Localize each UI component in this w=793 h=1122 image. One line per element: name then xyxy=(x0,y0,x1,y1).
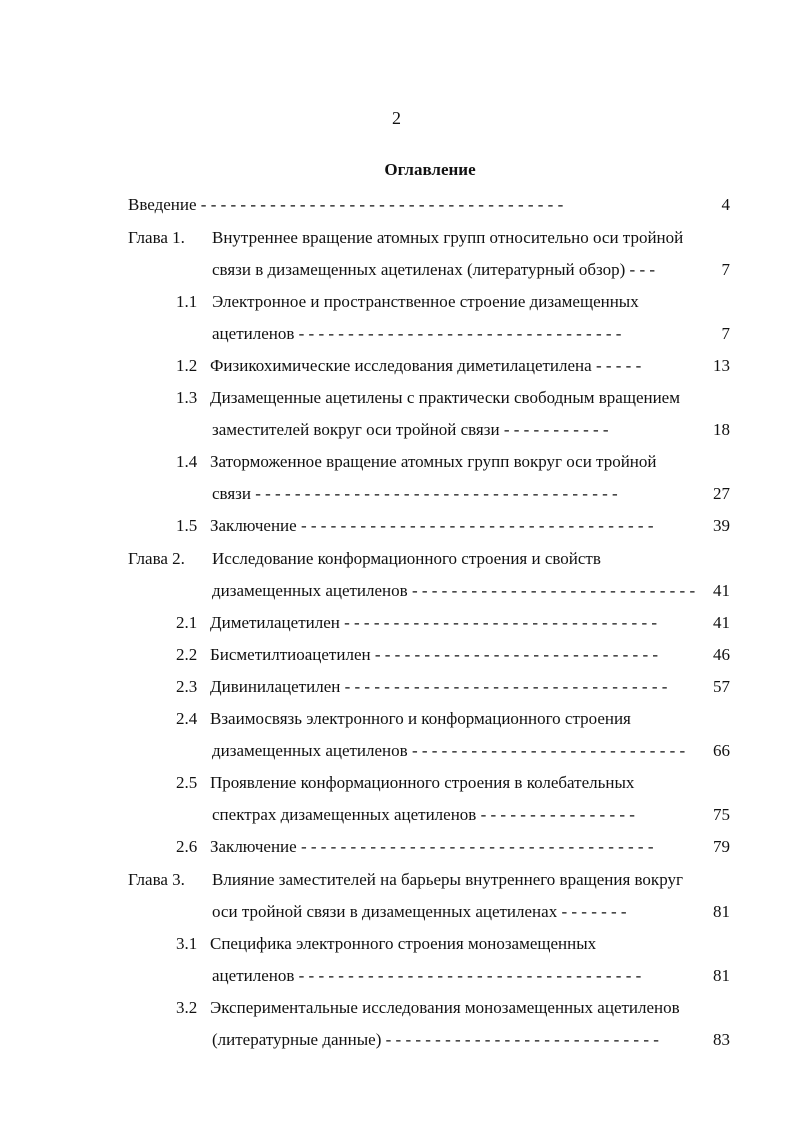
entry-page: 27 xyxy=(713,484,730,503)
chapter-title-line1: Влияние заместителей на барьеры внутреннего вращения вокруг xyxy=(212,870,683,889)
entry-page: 41 xyxy=(713,613,730,632)
entry-page: 13 xyxy=(713,356,730,375)
page-number: 2 xyxy=(392,108,401,128)
entry-text: дизамещенных ацетиленов xyxy=(212,581,408,600)
section-title-line2 xyxy=(212,740,685,762)
section-title-line1 xyxy=(210,644,658,666)
entry-text: Физикохимические исследования диметилацетилена xyxy=(210,356,592,375)
entry-page: 7 xyxy=(721,260,730,279)
chapter-title-line1: Исследование конформационного строения и свойств xyxy=(212,549,601,568)
toc-entry-intro xyxy=(128,194,563,216)
entry-text: (литературные данные) xyxy=(212,1030,382,1049)
section-title-line1: Дизамещенные ацетилены с практически свободным вращением xyxy=(210,388,680,407)
section-title-line1 xyxy=(210,355,641,377)
leader-dots: - - - - - - - xyxy=(557,902,627,921)
entry-page: 57 xyxy=(713,677,730,696)
entry-page: 81 xyxy=(713,902,730,921)
leader-dots: - - - - - - - - - - - - - - - - - - - - - - - - - - - - - - - - - - - - xyxy=(296,837,654,856)
entry-page: 75 xyxy=(713,805,730,824)
leader-dots: - - - - - - - - - - - - - - - - - - - - - - - - - - - - - - - - - - - - xyxy=(296,516,654,535)
section-title-line2 xyxy=(212,1029,659,1051)
leader-dots: - - - xyxy=(625,260,656,279)
section-number: 1.3 xyxy=(176,388,198,407)
entry-text: дизамещенных ацетиленов xyxy=(212,741,408,760)
entry-page: 66 xyxy=(713,741,730,760)
entry-page: 83 xyxy=(713,1030,730,1049)
entry-page: 4 xyxy=(721,195,730,214)
entry-text: Бисметилтиоацетилен xyxy=(210,645,371,664)
entry-page: 39 xyxy=(713,516,730,535)
entry-text: ацетиленов xyxy=(212,966,295,985)
section-title-line1 xyxy=(210,612,657,634)
section-number: 2.1 xyxy=(176,613,198,632)
section-number: 1.2 xyxy=(176,356,198,375)
entry-text: ацетиленов xyxy=(212,324,295,343)
entry-page: 46 xyxy=(713,645,730,664)
entry-page: 81 xyxy=(713,966,730,985)
section-number: 1.4 xyxy=(176,452,198,471)
entry-page: 79 xyxy=(713,837,730,856)
leader-dots: - - - - - - - - - - - - - - - - - - - - - - - - - - - - - - - - - - - - - xyxy=(250,484,618,503)
entry-page: 41 xyxy=(713,581,730,600)
section-title-line1 xyxy=(210,836,654,858)
entry-page: 7 xyxy=(721,324,730,343)
section-number: 2.2 xyxy=(176,645,198,664)
section-number: 2.5 xyxy=(176,773,198,792)
entry-page: 18 xyxy=(713,420,730,439)
section-title-line2 xyxy=(212,804,635,826)
chapter-label: Глава 1. xyxy=(128,228,185,247)
section-title-line1: Взаимосвязь электронного и конформационного строения xyxy=(210,709,631,728)
chapter-label: Глава 2. xyxy=(128,549,185,568)
section-number: 2.4 xyxy=(176,709,198,728)
section-title-line2 xyxy=(212,419,609,441)
section-title-line2 xyxy=(212,483,618,505)
entry-text: оси тройной связи в дизамещенных ацетиленах xyxy=(212,902,558,921)
section-number: 1.5 xyxy=(176,516,198,535)
chapter-title-line2 xyxy=(212,901,627,923)
leader-dots: - - - - - - - - - - - - - - - - - - - - - - - - - - - - - - - - - xyxy=(340,677,668,696)
leader-dots: - - - - - - - - - - - xyxy=(499,420,609,439)
leader-dots: - - - - - - - - - - - - - - - - - - - - - - - - - - - - - xyxy=(370,645,659,664)
entry-text: Введение xyxy=(128,195,197,214)
chapter-title-line2 xyxy=(212,259,655,281)
leader-dots: - - - - - - - - - - - - - - - - - - - - - - - - - - - - - - - - - - - - - xyxy=(196,195,564,214)
section-title-line2 xyxy=(212,323,621,345)
leader-dots: - - - - - xyxy=(591,356,642,375)
toc-title: Оглавление xyxy=(384,160,476,179)
entry-text: заместителей вокруг оси тройной связи xyxy=(212,420,500,439)
section-title-line1 xyxy=(210,676,667,698)
section-number: 3.2 xyxy=(176,998,198,1017)
leader-dots: - - - - - - - - - - - - - - - - xyxy=(476,805,635,824)
section-number: 2.3 xyxy=(176,677,198,696)
entry-text: Заключение xyxy=(210,837,297,856)
section-title-line1 xyxy=(210,515,654,537)
entry-text: спектрах дизамещенных ацетиленов xyxy=(212,805,477,824)
section-number: 3.1 xyxy=(176,934,198,953)
leader-dots: - - - - - - - - - - - - - - - - - - - - - - - - - - - - - xyxy=(407,581,696,600)
leader-dots: - - - - - - - - - - - - - - - - - - - - - - - - - - - - - - - - xyxy=(339,613,658,632)
entry-text: Дивинилацетилен xyxy=(210,677,341,696)
section-title-line1: Заторможенное вращение атомных групп вокруг оси тройной xyxy=(210,452,657,471)
section-title-line2 xyxy=(212,965,641,987)
section-title-line1: Экспериментальные исследования монозамещенных ацетиленов xyxy=(210,998,680,1017)
leader-dots: - - - - - - - - - - - - - - - - - - - - - - - - - - - - - - - - - - - xyxy=(294,966,642,985)
chapter-label: Глава 3. xyxy=(128,870,185,889)
section-title-line1: Специфика электронного строения монозамещенных xyxy=(210,934,597,953)
leader-dots: - - - - - - - - - - - - - - - - - - - - - - - - - - - - xyxy=(407,741,686,760)
chapter-title-line2 xyxy=(212,580,695,602)
entry-text: Диметилацетилен xyxy=(210,613,340,632)
section-number: 2.6 xyxy=(176,837,198,856)
entry-text: Заключение xyxy=(210,516,297,535)
section-title-line1: Проявление конформационного строения в колебательных xyxy=(210,773,635,792)
section-number: 1.1 xyxy=(176,292,198,311)
entry-text: связи в дизамещенных ацетиленах (литературный обзор) xyxy=(212,260,626,279)
chapter-title-line1: Внутреннее вращение атомных групп относительно оси тройной xyxy=(212,228,684,247)
leader-dots: - - - - - - - - - - - - - - - - - - - - - - - - - - - - xyxy=(381,1030,659,1049)
leader-dots: - - - - - - - - - - - - - - - - - - - - - - - - - - - - - - - - - xyxy=(294,324,622,343)
section-title-line1: Электронное и пространственное строение дизамещенных xyxy=(212,292,639,311)
entry-text: связи xyxy=(212,484,251,503)
